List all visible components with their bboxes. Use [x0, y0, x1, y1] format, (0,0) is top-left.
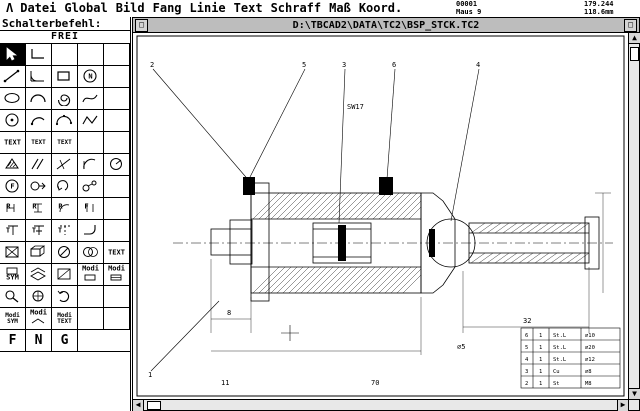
drawing-canvas[interactable]: [133, 33, 628, 399]
window-title-bar[interactable]: [133, 18, 639, 33]
delete-circle-icon[interactable]: [52, 242, 78, 264]
icon-label: Modi: [30, 308, 47, 317]
close-button[interactable]: □: [624, 19, 637, 32]
blank-cell: [78, 132, 104, 154]
arc-dim-icon[interactable]: [78, 154, 104, 176]
horizontal-scroll-thumb[interactable]: [147, 401, 161, 410]
blank-cell: [78, 308, 104, 330]
blank-cell: [104, 308, 130, 330]
icon-palette: [0, 44, 131, 352]
pan-icon[interactable]: [26, 286, 52, 308]
block-icon[interactable]: [26, 242, 52, 264]
icon-label: TEXT: [31, 138, 46, 146]
tb-cell: St.L: [553, 333, 567, 339]
icon-row: [0, 154, 131, 176]
dim-d5: ⌀5: [457, 343, 466, 351]
icon-label: Modi SYM: [5, 311, 20, 325]
tb-cell: 3: [525, 369, 529, 375]
icon-label: F: [84, 202, 89, 211]
icon-label: F: [10, 182, 15, 190]
tool-panel: [0, 17, 131, 411]
menu-item-koord[interactable]: Koord.: [358, 1, 403, 15]
dim-11: 11: [221, 379, 230, 387]
technical-drawing: [133, 33, 628, 399]
balloon-4: 4: [476, 61, 481, 69]
icon-label: R: [58, 202, 63, 211]
circle-f-icon[interactable]: [0, 176, 26, 198]
dim-32: 32: [523, 317, 532, 325]
icon-row: [0, 308, 131, 330]
menu-bar: [0, 0, 640, 16]
pattern-icon[interactable]: [52, 264, 78, 286]
tb-cell: Cu: [553, 369, 560, 375]
window-title: D:\TBCAD2\DATA\TC2\BSP_STCK.TC2: [292, 19, 480, 31]
drawing-window: [132, 17, 640, 411]
icon-label: T: [31, 226, 37, 235]
n-button[interactable]: N: [26, 330, 52, 352]
extend-t-icon[interactable]: [26, 220, 52, 242]
blank-cell: [104, 176, 130, 198]
balloon-6: 6: [392, 61, 397, 69]
tb-cell: ⌀12: [585, 357, 595, 363]
cursor-arrow-icon[interactable]: [0, 44, 26, 66]
menu-item-bild[interactable]: Bild: [115, 1, 145, 15]
blank-cell: [104, 88, 130, 110]
balloon-2: 2: [150, 61, 155, 69]
modi-block-icon[interactable]: [78, 264, 104, 286]
modi-sym-icon[interactable]: [0, 308, 26, 330]
ellipse-icon[interactable]: [0, 88, 26, 110]
tb-cell: ⌀8: [585, 369, 592, 375]
mode-indicator[interactable]: FREI: [0, 31, 130, 44]
text-block-icon[interactable]: [26, 132, 52, 154]
horizontal-scrollbar[interactable]: [133, 399, 628, 410]
text-small-icon[interactable]: [104, 242, 130, 264]
blank-cell: [104, 132, 130, 154]
zoom-icon[interactable]: [0, 286, 26, 308]
fillet-icon[interactable]: [78, 220, 104, 242]
circle-dot-icon[interactable]: [0, 110, 26, 132]
status-counter: [456, 0, 481, 16]
app-logo-icon: Λ: [6, 1, 14, 15]
coordinate-y: 118.6mm: [584, 8, 614, 16]
f-button[interactable]: F: [0, 330, 26, 352]
line-corner-icon[interactable]: [26, 44, 52, 66]
tb-cell: 2: [525, 381, 529, 387]
dim-8: 8: [227, 309, 232, 317]
menu-item-linie[interactable]: Linie: [189, 1, 226, 15]
curve-icon[interactable]: [78, 88, 104, 110]
redraw-icon[interactable]: [52, 286, 78, 308]
symbol-icon[interactable]: [0, 264, 26, 286]
line-diagonal-icon[interactable]: [0, 66, 26, 88]
icon-label: Modi TEXT: [57, 311, 72, 325]
dim-horizontal-icon[interactable]: [0, 198, 26, 220]
text-multi-icon[interactable]: [52, 132, 78, 154]
status-counter-line1: 00001: [456, 0, 478, 8]
icon-label: Modi: [82, 264, 99, 273]
blank-cell: [104, 220, 130, 242]
balloon-3: 3: [342, 61, 347, 69]
polyline-icon[interactable]: [78, 110, 104, 132]
scrollbar-corner: [628, 399, 639, 410]
tb-cell: 1: [539, 333, 543, 339]
icon-row: [0, 242, 131, 264]
blank-cell: [104, 110, 130, 132]
icon-label: N: [88, 72, 93, 80]
break-t-icon[interactable]: [52, 220, 78, 242]
spiral-icon[interactable]: [52, 88, 78, 110]
menu-item-mass[interactable]: Maß: [329, 1, 351, 15]
arc-segment-icon[interactable]: [26, 110, 52, 132]
text-tool-icon[interactable]: [0, 132, 26, 154]
icon-row: [0, 286, 131, 308]
icon-row: [0, 198, 131, 220]
icon-row: [0, 66, 131, 88]
tb-cell: 1: [539, 381, 543, 387]
icon-label: Modi: [108, 264, 125, 273]
move-icon[interactable]: [26, 176, 52, 198]
copy-circle-icon[interactable]: [78, 242, 104, 264]
icon-row: [0, 132, 131, 154]
tb-cell: 6: [525, 333, 529, 339]
icon-row: [0, 110, 131, 132]
icon-label: T: [57, 226, 63, 235]
arc-icon[interactable]: [26, 88, 52, 110]
tb-cell: ⌀10: [585, 333, 595, 339]
blank-cell: [78, 286, 104, 308]
icon-row: [0, 88, 131, 110]
cross-box-icon[interactable]: [0, 242, 26, 264]
modi-text-icon[interactable]: [52, 308, 78, 330]
blank-cell: [104, 66, 130, 88]
minimize-button[interactable]: □: [135, 19, 148, 32]
icon-label: R: [32, 202, 37, 211]
dim-70: 70: [371, 379, 380, 387]
blank-cell: [78, 44, 104, 66]
menu-item-global[interactable]: Global: [64, 1, 108, 15]
tb-cell: ⌀20: [585, 345, 595, 351]
bottom-button-row: [0, 330, 131, 352]
layer-icon[interactable]: [26, 264, 52, 286]
radius-dim-icon[interactable]: [104, 154, 130, 176]
blank-cell: [78, 330, 131, 352]
tb-cell: St.L: [553, 357, 567, 363]
icon-label: TEXT: [108, 248, 125, 256]
scroll-left-button[interactable]: ◀: [133, 400, 144, 411]
blank-cell: [104, 198, 130, 220]
coordinate-readout: [584, 0, 614, 16]
balloon-5: 5: [302, 61, 307, 69]
menu-item-schraff[interactable]: Schraff: [270, 1, 322, 15]
modi-edit-icon[interactable]: [104, 264, 130, 286]
icon-label: SYM: [6, 273, 19, 282]
tb-cell: 5: [525, 345, 529, 351]
arc-angle-icon[interactable]: [26, 66, 52, 88]
tb-cell: M8: [585, 381, 592, 387]
command-line-label[interactable]: Schalterbefehl:: [0, 17, 130, 31]
icon-label: TEXT: [57, 138, 72, 146]
menu-item-text[interactable]: Text: [233, 1, 263, 15]
blank-cell: [52, 44, 78, 66]
modi-hatch-icon[interactable]: [26, 308, 52, 330]
g-button[interactable]: G: [52, 330, 78, 352]
scale-icon[interactable]: [78, 176, 104, 198]
parallel-lines-icon[interactable]: [26, 154, 52, 176]
dim-radial-icon[interactable]: [52, 198, 78, 220]
tb-cell: 1: [539, 357, 543, 363]
blank-cell: [104, 286, 130, 308]
icon-label: TEXT: [4, 138, 21, 146]
tb-cell: St: [553, 381, 560, 387]
trim-t-icon[interactable]: [0, 220, 26, 242]
vertical-scrollbar[interactable]: [628, 33, 639, 399]
icon-row: [0, 176, 131, 198]
note-sw17: SW17: [347, 103, 364, 111]
menu-item-datei[interactable]: Datei: [20, 1, 57, 15]
tb-cell: 4: [525, 357, 529, 363]
dim-f-icon[interactable]: [78, 198, 104, 220]
status-counter-line2: Maus 9: [456, 8, 482, 16]
icon-label: T: [5, 226, 11, 235]
icon-label: R: [6, 202, 11, 211]
vertical-scroll-thumb[interactable]: [630, 47, 639, 61]
rectangle-icon[interactable]: [52, 66, 78, 88]
coordinate-x: 179.244: [584, 0, 614, 8]
scroll-down-button[interactable]: ▼: [629, 388, 640, 399]
menu-item-fang[interactable]: Fang: [152, 1, 182, 15]
tb-cell: St.L: [553, 345, 567, 351]
icon-row: [0, 220, 131, 242]
dim-angle-icon[interactable]: [52, 154, 78, 176]
icon-row: [0, 44, 131, 66]
tb-cell: 1: [539, 345, 543, 351]
tb-cell: 1: [539, 369, 543, 375]
balloon-1: 1: [148, 371, 153, 379]
circle-n-icon[interactable]: [78, 66, 104, 88]
arc-three-icon[interactable]: [52, 110, 78, 132]
rotate-icon[interactable]: [52, 176, 78, 198]
dim-vertical-icon[interactable]: [26, 198, 52, 220]
blank-cell: [104, 44, 130, 66]
icon-row: [0, 264, 131, 286]
hatch-icon[interactable]: [0, 154, 26, 176]
scroll-up-button[interactable]: ▲: [629, 33, 640, 44]
scroll-right-button[interactable]: ▶: [617, 400, 628, 411]
